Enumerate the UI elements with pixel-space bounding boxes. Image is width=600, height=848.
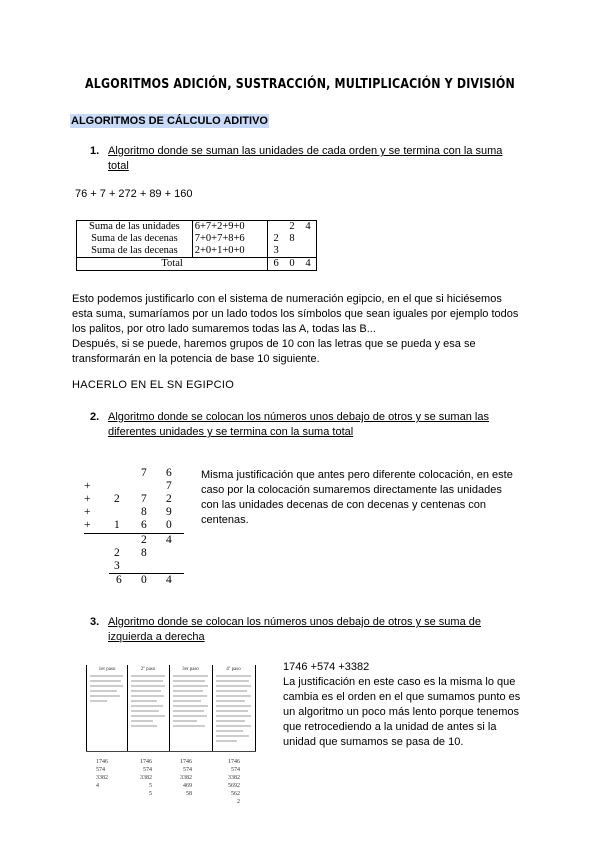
- step-4-numbers: 1746 574 3382 5692 562 2: [228, 759, 240, 805]
- row-operation: 7+0+7+8+6: [192, 233, 267, 245]
- table-row: [77, 245, 317, 258]
- paragraph-line: caso por la colocación sumaremos directamente las unidades: [201, 484, 502, 496]
- step-1-numbers: 1746 574 3382 4: [96, 759, 108, 789]
- step-header: 2º paso: [140, 667, 156, 672]
- digit-hundreds: 6: [268, 258, 284, 271]
- total-label: Total: [77, 258, 268, 271]
- step-description-lines: [87, 674, 255, 750]
- step-1-line-1: Algoritmo donde se suman las unidades de cada orden y se termina con la suma: [108, 145, 503, 157]
- egyptian-note: HACERLO EN EL SN EGIPCIO: [72, 379, 235, 391]
- paragraph-line: con las unidades decenas de con decenas y centenas con: [201, 499, 486, 511]
- table-row: [77, 233, 317, 245]
- row-operation: 6+7+2+9+0: [192, 221, 267, 234]
- paragraph-line: los palitos, por otro lado sumaremos todas las A, todas las B...: [72, 323, 376, 335]
- step-1: [90, 144, 530, 176]
- step-header: 3er paso: [182, 667, 199, 672]
- justification-paragraph-2: [201, 468, 541, 528]
- digit-tens: 8: [289, 233, 295, 244]
- paragraph-line: transformarán en la potencia de base 10 siguiente.: [72, 353, 320, 365]
- step-3-line-2: izquierda a derecha: [108, 631, 205, 643]
- step-1-line-2: total: [108, 160, 129, 172]
- row-label: Suma de las unidades: [77, 221, 193, 234]
- step-3-numbers: 1746 574 3382 469 58: [180, 759, 192, 797]
- step-2-line-2: diferentes unidades y se termina con la suma total: [108, 426, 354, 438]
- image-table-bottom-line: [86, 751, 256, 752]
- step-header: 1er paso: [98, 667, 116, 672]
- step-2: [90, 410, 530, 442]
- digit-tens: 2: [289, 221, 295, 232]
- paragraph-line: que retrocediendo a la unidad de antes si la: [283, 721, 497, 733]
- row-label: Suma de las decenas: [77, 233, 193, 245]
- step-3: [90, 615, 530, 647]
- left-to-right-steps-image: [86, 665, 256, 751]
- digit-hundreds: 3: [273, 245, 279, 256]
- digit-hundreds: 2: [273, 233, 279, 244]
- row-operation: 2+0+1+0+0: [192, 245, 267, 258]
- digit-units: 4: [305, 221, 311, 232]
- digit-tens: [284, 245, 300, 258]
- units-sum-table: [76, 220, 317, 271]
- paragraph-line: un algoritmo un poco más lento porque tenemos: [283, 706, 520, 718]
- digit-hundreds: [268, 221, 284, 234]
- step-3-line-1: Algoritmo donde se colocan los números unos debajo de otros y se suma de: [108, 616, 481, 628]
- step-2-number: 2.: [90, 411, 100, 423]
- section-heading: ALGORITMOS DE CÁLCULO ADITIVO: [71, 115, 268, 127]
- digit-units: 4: [300, 258, 316, 271]
- addition-expression: 76 + 7 + 272 + 89 + 160: [75, 188, 193, 200]
- step-3-number: 3.: [90, 616, 100, 628]
- paragraph-line: esta suma, sumaríamos por un lado todos los símbolos que sean iguales por ejemplo todos: [72, 308, 519, 320]
- paragraph-line: cambia es el orden en el que sumamos punto es: [283, 691, 521, 703]
- row-label: Suma de las decenas: [77, 245, 193, 258]
- column-addition: 7 6 + 7 + 2 7 2 + 8 9 + 1 6 0 2 4 2 8 3 6 0 4: [84, 467, 194, 587]
- paragraph-line: La justificación en este caso es la misma lo que: [283, 676, 516, 688]
- step-header: 4º paso: [226, 667, 241, 672]
- table-total-row: [77, 258, 317, 271]
- step-3-expression: 1746 +574 +3382: [283, 661, 370, 673]
- step-2-numbers: 1746 574 3382 5 5: [140, 759, 152, 797]
- paragraph-line: Después, si se puede, haremos grupos de 10 con las letras que se pueda y esa se: [72, 338, 476, 350]
- digit-units: [300, 245, 316, 258]
- page-title: ALGORITMOS ADICIÓN, SUSTRACCIÓN, MULTIPLICACIÓN Y DIVISIÓN: [85, 76, 515, 92]
- paragraph-line: unidad que sumamos se pasa de 10.: [283, 736, 464, 748]
- justification-paragraph-3: [283, 675, 543, 750]
- paragraph-line: centenas.: [201, 514, 249, 526]
- table-row: [77, 221, 317, 234]
- step-1-number: 1.: [90, 145, 100, 157]
- digit-units: [300, 233, 316, 245]
- justification-paragraph: [72, 292, 532, 367]
- paragraph-line: Misma justificación que antes pero diferente colocación, en este: [201, 469, 513, 481]
- step-2-line-1: Algoritmo donde se colocan los números unos debajo de otros y se suman las: [108, 411, 489, 423]
- paragraph-line: Esto podemos justificarlo con el sistema de numeración egipcio, en el que si hiciésemos: [72, 293, 502, 305]
- digit-tens: 0: [284, 258, 300, 271]
